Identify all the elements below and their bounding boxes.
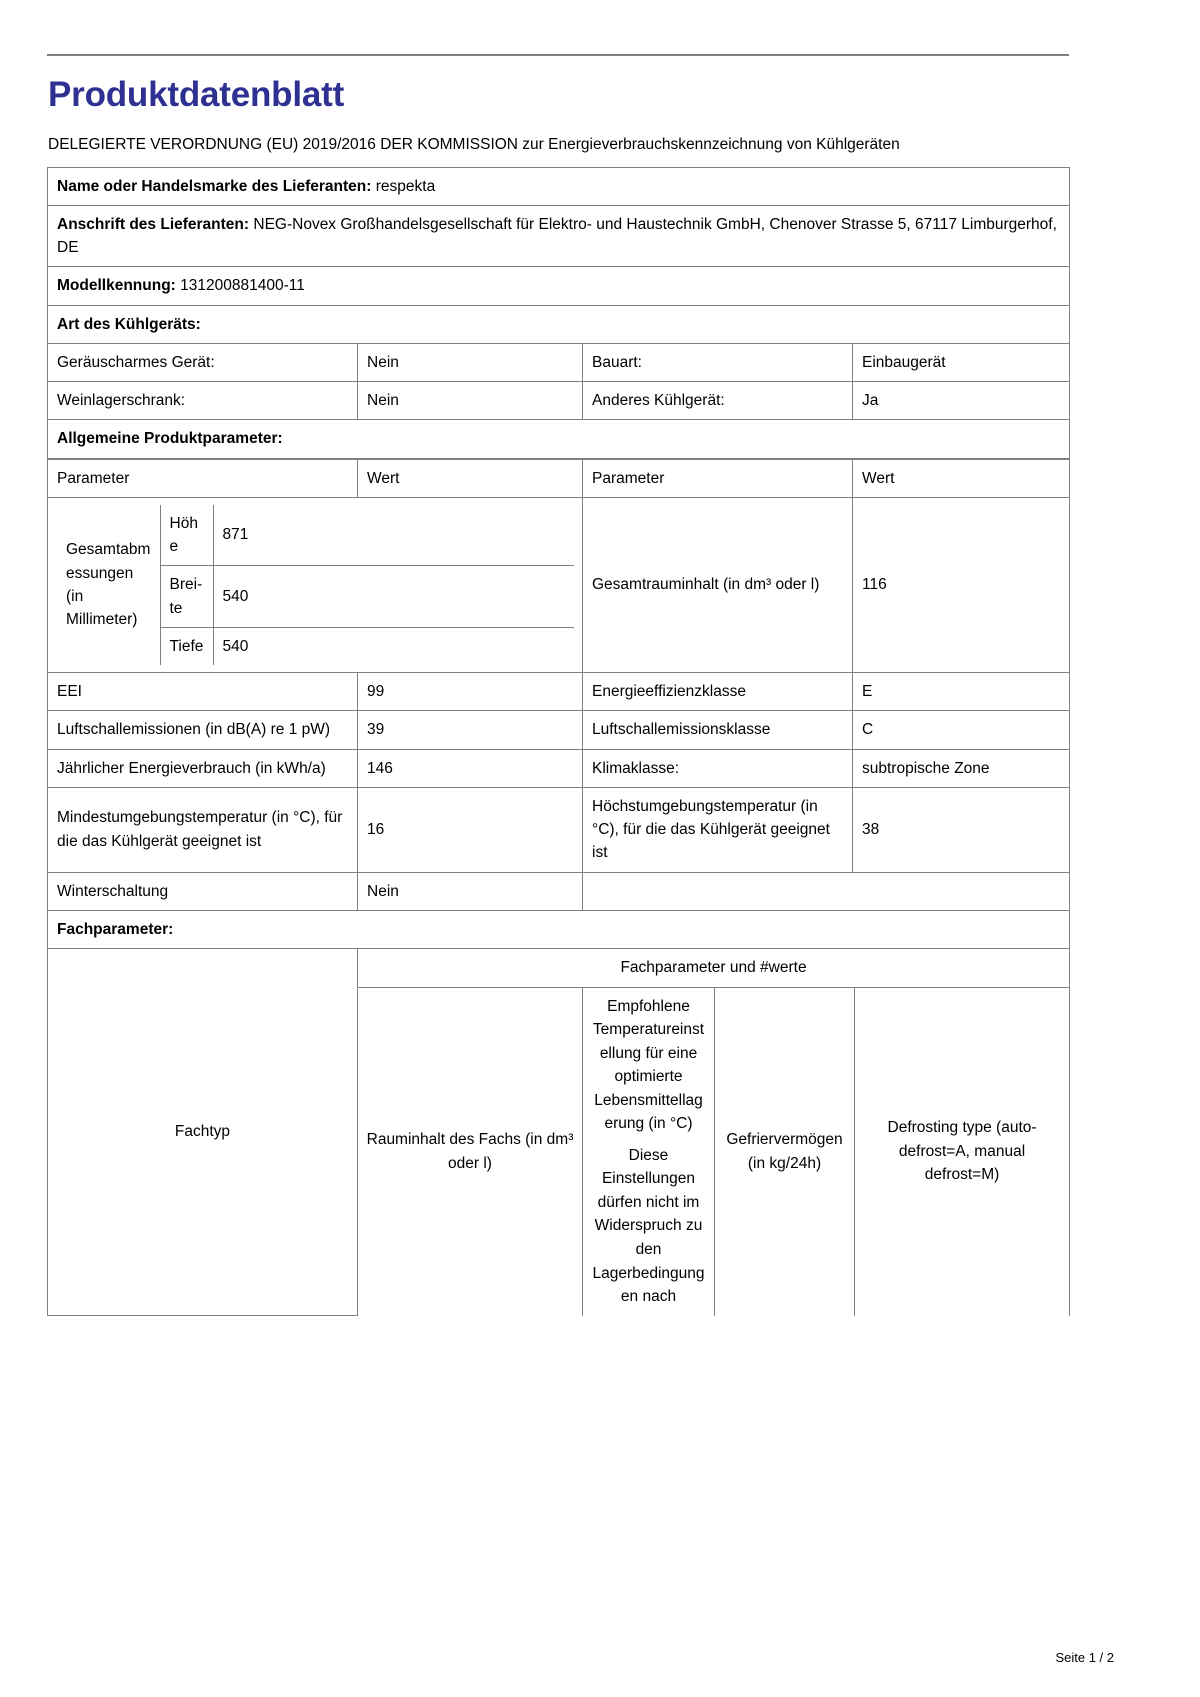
supplier-address-cell — [48, 205, 1070, 267]
compartment-type-header: Fachtyp — [48, 949, 358, 1316]
compartment-temperature-header-part1: Empfohlene Temperatureinstellung für eine optimierte Lebensmittellagerung (in °C) — [592, 997, 705, 1133]
dimension-value-depth: 540 — [213, 627, 574, 665]
table-header-row — [48, 949, 1070, 987]
supplier-name-value: respekta — [375, 177, 436, 195]
other-appliance-value: Ja — [853, 382, 1070, 420]
table-row — [48, 267, 1070, 305]
total-volume-label: Gesamtrauminhalt (in dm³ oder l) — [583, 497, 853, 672]
table-row — [48, 872, 1070, 910]
climate-class-label: Klimaklasse: — [583, 749, 853, 787]
header-parameter-left: Parameter — [48, 459, 358, 497]
total-volume-value: 116 — [853, 497, 1070, 672]
dimension-value-height: 871 — [213, 505, 574, 566]
table-row — [48, 711, 1070, 749]
compartment-temperature-header-part2: Diese Einstellungen dürfen nicht im Widerspruch zu den Lagerbedingungen nach — [592, 1146, 705, 1306]
construction-value: Einbaugerät — [853, 343, 1070, 381]
supplier-table — [47, 167, 1070, 459]
table-row — [48, 167, 1070, 205]
annual-energy-value: 146 — [358, 749, 583, 787]
winter-setting-label: Winterschaltung — [48, 872, 358, 910]
supplier-address-label: Anschrift des Lieferanten: — [57, 215, 250, 233]
climate-class-value: subtropische Zone — [853, 749, 1070, 787]
table-row — [48, 205, 1070, 267]
page-title: Produktdatenblatt — [48, 75, 345, 114]
compartment-values-header: Fachparameter und #werte — [358, 949, 1070, 987]
supplier-name-cell — [48, 167, 1070, 205]
noise-class-value: C — [853, 711, 1070, 749]
table-row-dimensions — [48, 497, 1070, 672]
table-row — [48, 420, 1070, 458]
dimension-name-depth: Tiefe — [160, 627, 213, 665]
header-value-left: Wert — [358, 459, 583, 497]
energy-class-value: E — [853, 673, 1070, 711]
dimension-value-width: 540 — [213, 566, 574, 628]
noise-class-label: Luftschallemissionsklasse — [583, 711, 853, 749]
table-row — [48, 382, 1070, 420]
winter-setting-empty — [583, 872, 1070, 910]
supplier-address-value: NEG-Novex Großhandelsgesellschaft für Elektro- und Haustechnik GmbH, Chenover Strasse 5, 67117 Limburgerhof, DE — [57, 215, 1057, 257]
max-ambient-temp-label: Höchstumgebungstemperatur (in °C), für die das Kühlgerät geeignet ist — [583, 787, 853, 872]
header-value-right: Wert — [853, 459, 1070, 497]
document-subtitle: DELEGIERTE VERORDNUNG (EU) 2019/2016 DER KOMMISSION zur Energieverbrauchskennzeichnung von Kühlgeräten — [48, 135, 900, 153]
table-row — [48, 343, 1070, 381]
eei-label: EEI — [48, 673, 358, 711]
table-row — [48, 787, 1070, 872]
compartment-freezing-capacity-header: Gefriervermögen (in kg/24h) — [715, 987, 855, 1316]
table-header-row — [48, 459, 1070, 497]
supplier-name-label: Name oder Handelsmarke des Lieferanten: — [57, 177, 372, 195]
winter-setting-value: Nein — [358, 872, 583, 910]
dimensions-inner-table — [57, 505, 574, 665]
min-ambient-temp-label: Mindestumgebungstemperatur (in °C), für die das Kühlgerät geeignet ist — [48, 787, 358, 872]
table-row — [48, 749, 1070, 787]
compartment-parameters-section-title: Fachparameter: — [48, 910, 1070, 948]
dimensions-group-cell — [48, 497, 583, 672]
paragraph-gap — [591, 1136, 706, 1144]
compartment-parameters-table — [47, 949, 1070, 1316]
quiet-appliance-label: Geräuscharmes Gerät: — [48, 343, 358, 381]
annual-energy-label: Jährlicher Energieverbrauch (in kWh/a) — [48, 749, 358, 787]
table-row — [48, 305, 1070, 343]
table-row — [48, 673, 1070, 711]
max-ambient-temp-value: 38 — [853, 787, 1070, 872]
table-row — [57, 505, 574, 566]
model-value: 131200881400-11 — [180, 277, 305, 295]
quiet-appliance-value: Nein — [358, 343, 583, 381]
compartment-volume-header: Rauminhalt des Fachs (in dm³ oder l) — [358, 987, 583, 1316]
model-cell — [48, 267, 1070, 305]
compartment-defrosting-header: Defrosting type (auto-defrost=A, manual defrost=M) — [855, 987, 1070, 1316]
dimension-name-width: Brei-te — [160, 566, 213, 628]
compartment-temperature-header — [583, 987, 715, 1316]
header-parameter-right: Parameter — [583, 459, 853, 497]
noise-emission-value: 39 — [358, 711, 583, 749]
eei-value: 99 — [358, 673, 583, 711]
wine-cabinet-label: Weinlagerschrank: — [48, 382, 358, 420]
dimensions-label: Gesamtabmessungen (in Millimeter) — [57, 505, 160, 665]
page-footer: Seite 1 / 2 — [1055, 1650, 1114, 1665]
general-parameters-section-title: Allgemeine Produktparameter: — [48, 420, 1070, 458]
min-ambient-temp-value: 16 — [358, 787, 583, 872]
wine-cabinet-value: Nein — [358, 382, 583, 420]
other-appliance-label: Anderes Kühlgerät: — [583, 382, 853, 420]
dimension-name-height: Höhe — [160, 505, 213, 566]
model-label: Modellkennung: — [57, 277, 176, 295]
table-row — [48, 910, 1070, 948]
noise-emission-label: Luftschallemissionen (in dB(A) re 1 pW) — [48, 711, 358, 749]
appliance-type-section-title: Art des Kühlgeräts: — [48, 305, 1070, 343]
general-parameters-table — [47, 459, 1070, 950]
energy-class-label: Energieeffizienzklasse — [583, 673, 853, 711]
construction-label: Bauart: — [583, 343, 853, 381]
header-rule — [47, 54, 1069, 56]
